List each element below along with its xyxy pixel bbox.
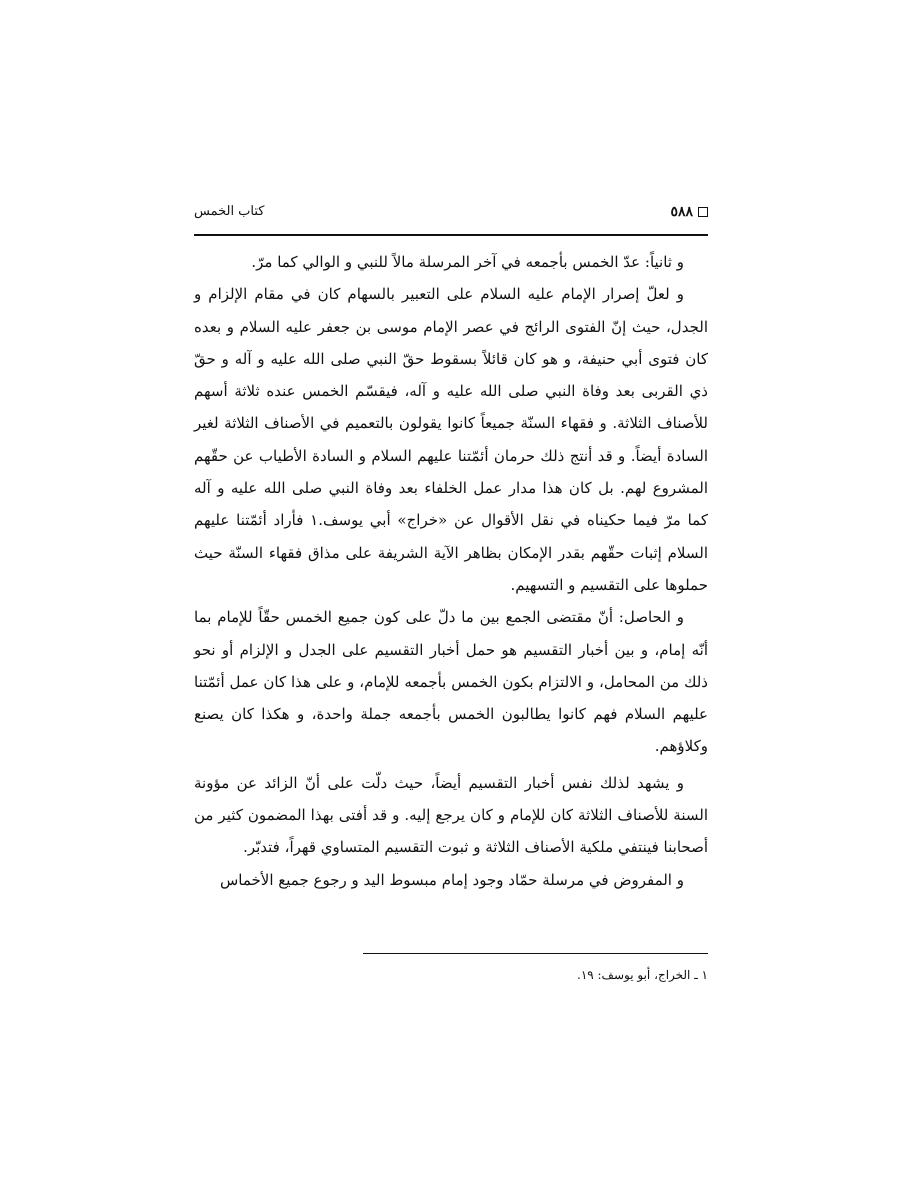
paragraph-1: و ثانياً: عدّ الخمس بأجمعه في آخر المرسلة مالاً للنبي و الوالي كما مرّ. [251,253,684,271]
footnote: ١ ـ الخراج، أبو يوسف: ١٩. [576,968,708,982]
page-number: ٥٨٨ [670,204,693,220]
paragraph-2: و لعلّ إصرار الإمام عليه السلام على التعبير بالسهام كان في مقام الإلزام و الجدل، حيث إنّ الفتوى الرائج في عصر الإمام موسى بن جعفر عليه السلام و بعده كان فتوى أبي حنيفة، و هو كان قائلاً بسقوط حقّ النبي صلى الله عليه و آله و حقّ ذي القربى بعد وفاة النبي صلى الله عليه و آله، فيقسّم الخمس عنده ثلاثة أسهم للأصناف الثلاثة. و فقهاء السنّة جميعاً كانوا يقولون بالتعميم في الأصناف الثلاثة لغير السادة أيضاً. و قد أنتج ذلك حرمان أئمّتنا عليهم السلام و السادة الأطياب عن حقّهم المشروع لهم. بل كان هذا مدار عمل الخلفاء بعد وفاة النبي صلى الله عليه و آله كما مرّ فيما حكيناه في نقل الأقوال عن «خراج» أبي يوسف.١ فأراد أئمّتنا عليهم السلام إثبات حقّهم بقدر الإمكان بظاهر الآية الشريفة على مذاق فقهاء السنّة حيث حملوها على التقسيم و التسهيم. [194,285,708,594]
page-header [194,204,708,226]
paragraph-5: و المفروض في مرسلة حمّاد وجود إمام مبسوط اليد و رجوع جميع الأخماس [219,870,684,889]
square-box-icon [698,207,708,217]
header-divider [194,234,708,236]
running-title: كتاب الخمس [194,204,265,219]
paragraph-4: و يشهد لذلك نفس أخبار التقسيم أيضاً، حيث دلّت على أنّ الزائد عن مؤونة السنة للأصناف الثلاثة كان للإمام و كان يرجع إليه. و قد أفتى بهذا المضمون كثير من أصحابنا فينتفي ملكية الأصناف الثلاثة و ثبوت التقسيم المتساوي قهراً، فتدبّر. [194,773,708,857]
paragraph-3: و الحاصل: أنّ مقتضى الجمع بين ما دلّ على كون جميع الخمس حقّاً للإمام بما أنّه إمام، و بين أخبار التقسيم هو حمل أخبار التقسيم على الجدل و الإلزام أو نحو ذلك من المحامل، و الالتزام بكون الخمس بأجمعه للإمام، و على هذا كان عمل أئمّتنا عليهم السلام فهم كانوا يطالبون الخمس بأجمعه جملة واحدة، و هكذا كان يصنع وكلاؤهم. [194,608,708,756]
page-number-block [670,204,708,220]
footnote-divider [363,953,708,954]
main-text [194,246,708,896]
